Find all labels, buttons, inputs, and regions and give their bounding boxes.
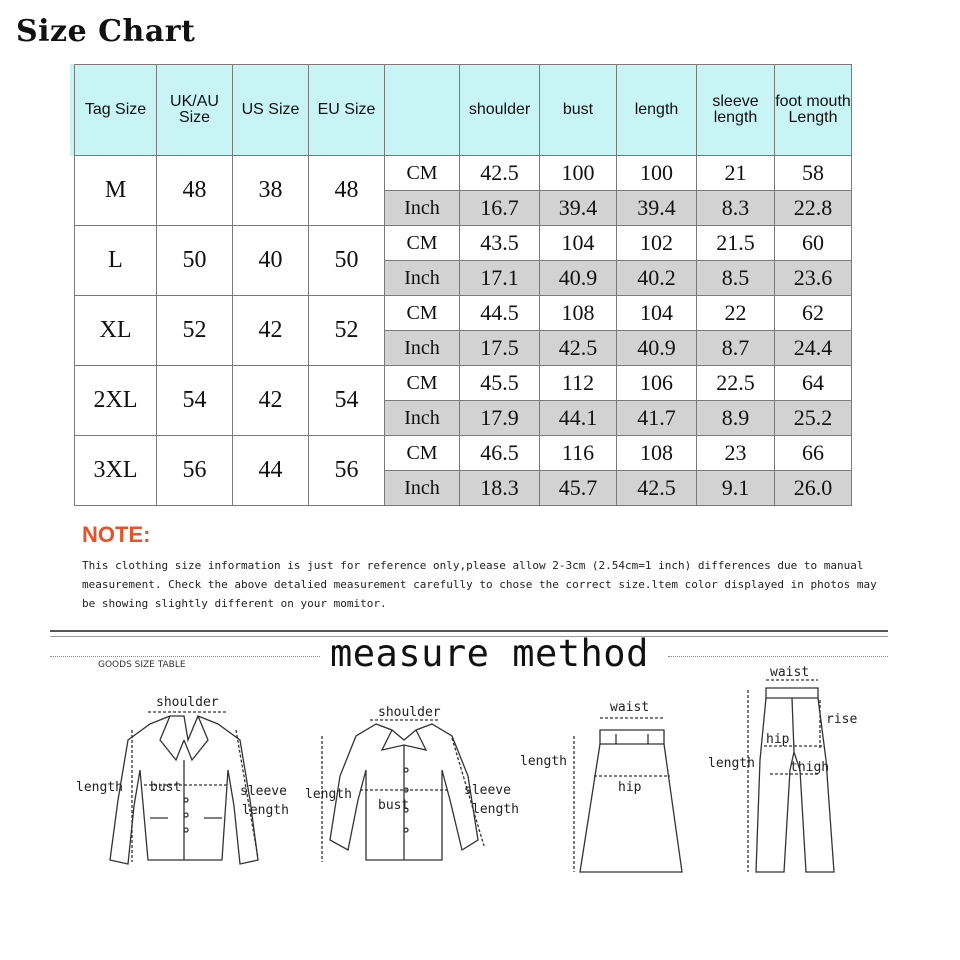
page-title: Size Chart [16,14,196,49]
measure-inch-cell: 17.9 [460,401,540,436]
measure-inch-cell: 40.2 [617,261,697,296]
blouse-sleeve-length-label: length [472,802,519,817]
unit-cm-cell: CM [385,296,460,331]
blouse-shoulder-label: shoulder [378,705,441,720]
pants-rise-label: rise [826,712,858,727]
unit-cm-cell: CM [385,226,460,261]
uk-size-cell: 48 [157,156,233,226]
tag-size-cell: M [75,156,157,226]
us-size-cell: 44 [233,436,309,506]
measure-cm-cell: 58 [775,156,852,191]
uk-size-cell: 50 [157,226,233,296]
measure-cm-cell: 102 [617,226,697,261]
measure-inch-cell: 17.1 [460,261,540,296]
measure-cm-cell: 100 [540,156,617,191]
measure-cm-cell: 116 [540,436,617,471]
measure-inch-cell: 9.1 [697,471,775,506]
measure-inch-cell: 26.0 [775,471,852,506]
measure-cm-cell: 44.5 [460,296,540,331]
measure-cm-cell: 106 [617,366,697,401]
header-foot-mouth-length: foot mouth Length [775,65,852,156]
measure-inch-cell: 24.4 [775,331,852,366]
unit-inch-cell: Inch [385,471,460,506]
uk-size-cell: 52 [157,296,233,366]
jacket-length-label: length [76,780,123,795]
header-eu-size: EU Size [309,65,385,156]
eu-size-cell: 50 [309,226,385,296]
measure-inch-cell: 40.9 [617,331,697,366]
unit-inch-cell: Inch [385,261,460,296]
skirt-illustration [574,718,682,872]
measure-inch-cell: 16.7 [460,191,540,226]
tag-size-cell: L [75,226,157,296]
measure-inch-cell: 8.7 [697,331,775,366]
uk-size-cell: 54 [157,366,233,436]
blouse-sleeve-label: sleeve [464,783,511,798]
blouse-bust-label: bust [378,798,410,813]
pants-thigh-label: thigh [790,760,830,775]
unit-inch-cell: Inch [385,401,460,436]
jacket-bust-label: bust [150,780,182,795]
measure-inch-cell: 22.8 [775,191,852,226]
measure-cm-cell: 22 [697,296,775,331]
jacket-illustration [110,712,258,864]
header-us-size: US Size [233,65,309,156]
pants-illustration [748,680,834,872]
note-title: NOTE: [82,522,151,547]
measure-cm-cell: 42.5 [460,156,540,191]
us-size-cell: 38 [233,156,309,226]
jacket-shoulder-label: shoulder [156,695,219,710]
measure-inch-cell: 42.5 [617,471,697,506]
measure-inch-cell: 8.5 [697,261,775,296]
measure-method-title: measure method [330,632,649,675]
tag-size-cell: XL [75,296,157,366]
us-size-cell: 40 [233,226,309,296]
measure-cm-cell: 100 [617,156,697,191]
measure-cm-cell: 108 [617,436,697,471]
measure-inch-cell: 45.7 [540,471,617,506]
skirt-length-label: length [520,754,567,769]
measure-cm-cell: 108 [540,296,617,331]
measure-cm-cell: 112 [540,366,617,401]
measure-inch-cell: 42.5 [540,331,617,366]
note-text: This clothing size information is just for reference only,please allow 2-3cm (2.54cm=1 inch) differences due to manual measurement. Check the above detalied measurement carefully to chose the correct size.ltem color displayed in photos may be showing slightly different on your momitor. [82,559,877,610]
header-tag-size: Tag Size [75,65,157,156]
pants-hip-label: hip [766,732,790,747]
measure-inch-cell: 8.9 [697,401,775,436]
unit-cm-cell: CM [385,436,460,471]
measure-cm-cell: 23 [697,436,775,471]
measure-cm-cell: 104 [540,226,617,261]
unit-inch-cell: Inch [385,331,460,366]
measure-inch-cell: 17.5 [460,331,540,366]
header-shoulder: shoulder [460,65,540,156]
measure-inch-cell: 39.4 [540,191,617,226]
measure-cm-cell: 104 [617,296,697,331]
unit-inch-cell: Inch [385,191,460,226]
measure-inch-cell: 8.3 [697,191,775,226]
eu-size-cell: 56 [309,436,385,506]
uk-size-cell: 56 [157,436,233,506]
measure-cm-cell: 60 [775,226,852,261]
header-sleeve-length: sleeve length [697,65,775,156]
measure-inch-cell: 25.2 [775,401,852,436]
jacket-sleeve-label: sleeve [240,784,287,799]
header-uk-size: UK/AU Size [157,65,233,156]
measure-cm-cell: 62 [775,296,852,331]
unit-cm-cell: CM [385,366,460,401]
measure-inch-cell: 18.3 [460,471,540,506]
tag-size-cell: 2XL [75,366,157,436]
header-length: length [617,65,697,156]
measure-cm-cell: 21 [697,156,775,191]
skirt-hip-label: hip [618,780,642,795]
us-size-cell: 42 [233,296,309,366]
pants-waist-label: waist [770,665,810,680]
measure-cm-cell: 66 [775,436,852,471]
measure-inch-cell: 41.7 [617,401,697,436]
eu-size-cell: 48 [309,156,385,226]
measure-cm-cell: 46.5 [460,436,540,471]
us-size-cell: 42 [233,366,309,436]
goods-size-table-label: GOODS SIZE TABLE [98,660,186,670]
jacket-sleeve-length-label: length [242,803,289,818]
unit-cm-cell: CM [385,156,460,191]
measure-inch-cell: 44.1 [540,401,617,436]
measure-cm-cell: 43.5 [460,226,540,261]
measure-inch-cell: 40.9 [540,261,617,296]
measure-cm-cell: 22.5 [697,366,775,401]
measure-inch-cell: 23.6 [775,261,852,296]
measure-inch-cell: 39.4 [617,191,697,226]
measure-cm-cell: 45.5 [460,366,540,401]
measure-cm-cell: 64 [775,366,852,401]
tag-size-cell: 3XL [75,436,157,506]
header-bust: bust [540,65,617,156]
skirt-waist-label: waist [610,700,650,715]
eu-size-cell: 54 [309,366,385,436]
eu-size-cell: 52 [309,296,385,366]
measure-cm-cell: 21.5 [697,226,775,261]
pants-length-label: length [708,756,755,771]
blouse-length-label: length [305,787,352,802]
